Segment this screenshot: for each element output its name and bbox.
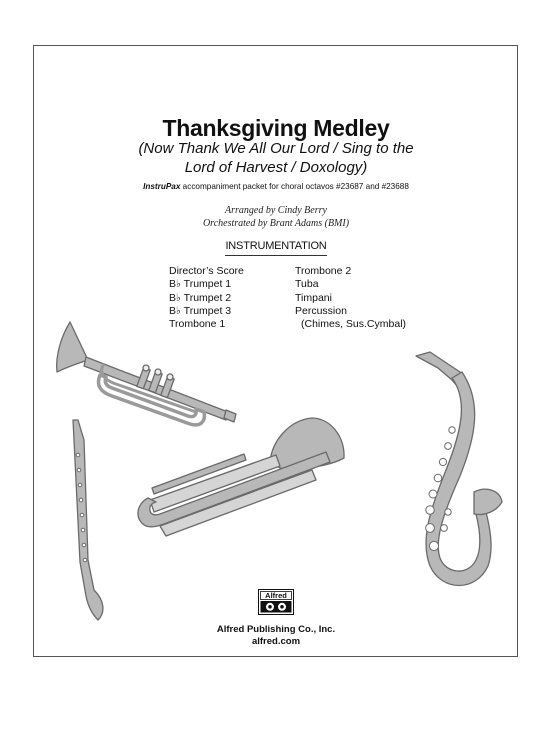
instrument-item: Percussion	[295, 304, 347, 317]
instrument-item: B♭ Trumpet 2	[169, 291, 232, 304]
arranger-credit: Arranged by Cindy Berry	[225, 205, 327, 216]
clarinet-illustration	[73, 420, 103, 620]
instrument-item: Timpani	[295, 291, 332, 304]
instrumentation-heading: INSTRUMENTATION	[225, 240, 327, 252]
instrupax-brand: InstruPax	[143, 182, 181, 191]
subtitle-line-2: Lord of Harvest / Doxology)	[184, 159, 368, 176]
alfred-logo	[258, 589, 294, 615]
publisher-name: Alfred Publishing Co., Inc.	[216, 624, 336, 635]
saxophone-illustration	[416, 352, 502, 586]
instrument-item: (Chimes, Sus.Cymbal)	[301, 318, 407, 331]
instrument-item: B♭ Trumpet 3	[169, 304, 232, 317]
instrument-item: Trombone 1	[169, 318, 226, 331]
cover-title: Thanksgiving Medley	[162, 115, 390, 141]
logo-wordmark: Alfred	[265, 591, 287, 600]
packet-text: accompaniment packet for choral octavos #23687 and #23688	[180, 182, 409, 191]
instrument-item: Trombone 2	[295, 265, 352, 277]
orchestrator-credit: Orchestrated by Brant Adams (BMI)	[202, 218, 350, 229]
instrument-item: B♭ Trumpet 1	[169, 278, 232, 291]
publisher-url[interactable]: alfred.com	[251, 636, 301, 647]
trombone-illustration	[138, 418, 344, 536]
instrument-item: Tuba	[295, 278, 319, 291]
trumpet-illustration	[57, 322, 236, 425]
instrument-item: Director’s Score	[169, 265, 244, 277]
subtitle-line-1: (Now Thank We All Our Lord / Sing to the	[138, 140, 414, 157]
